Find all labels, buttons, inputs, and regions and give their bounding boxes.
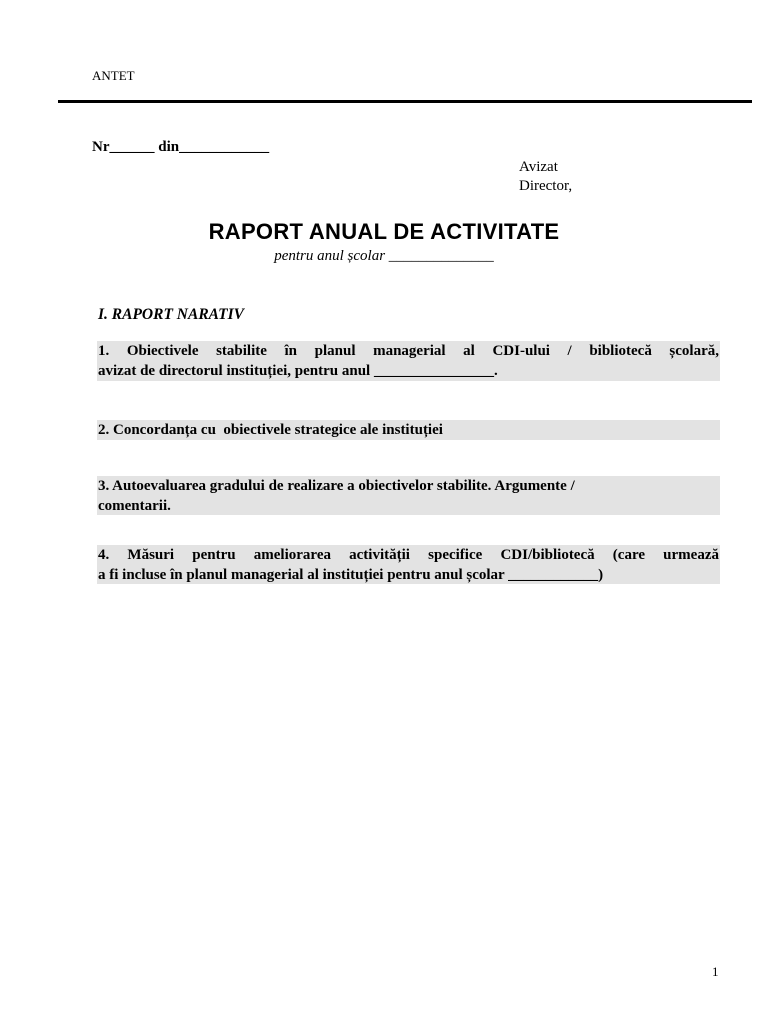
report-item-1-line1: 1. Obiectivele stabilite în planul managerial al CDI-ului / bibliotecă școlară,: [98, 343, 719, 359]
document-title: RAPORT ANUAL DE ACTIVITATE: [208, 219, 560, 244]
document-subtitle: pentru anul școlar ______________: [274, 248, 494, 264]
reference-number-line: Nr______ din____________: [92, 139, 270, 155]
page-number: 1: [712, 964, 719, 979]
report-item-3-line1: 3. Autoevaluarea gradului de realizare a obiectivelor stabilite. Argumente /: [98, 478, 575, 494]
section-title: I. RAPORT NARATIV: [98, 306, 244, 323]
report-item-4: [97, 545, 720, 584]
report-item-4-line1: 4. Măsuri pentru ameliorarea activității specifice CDI/bibliotecă (care urmează: [98, 547, 719, 563]
approval-label: Avizat: [519, 159, 558, 175]
report-item-4-line2: a fi incluse în planul managerial al instituției pentru anul școlar ____________): [98, 567, 604, 583]
header-divider: [58, 100, 752, 103]
report-item-1: [97, 341, 720, 381]
report-item-2: [97, 420, 720, 440]
header-label: ANTET: [92, 68, 135, 83]
report-item-3-line2: comentarii.: [98, 498, 171, 514]
report-item-2-line1: 2. Concordanța cu obiectivele strategice ale instituției: [98, 422, 443, 438]
approval-role: Director,: [519, 178, 573, 194]
report-item-1-line2: avizat de directorul instituției, pentru anul ________________.: [98, 363, 498, 379]
report-item-3: [97, 476, 720, 515]
approval-block: [519, 158, 572, 196]
